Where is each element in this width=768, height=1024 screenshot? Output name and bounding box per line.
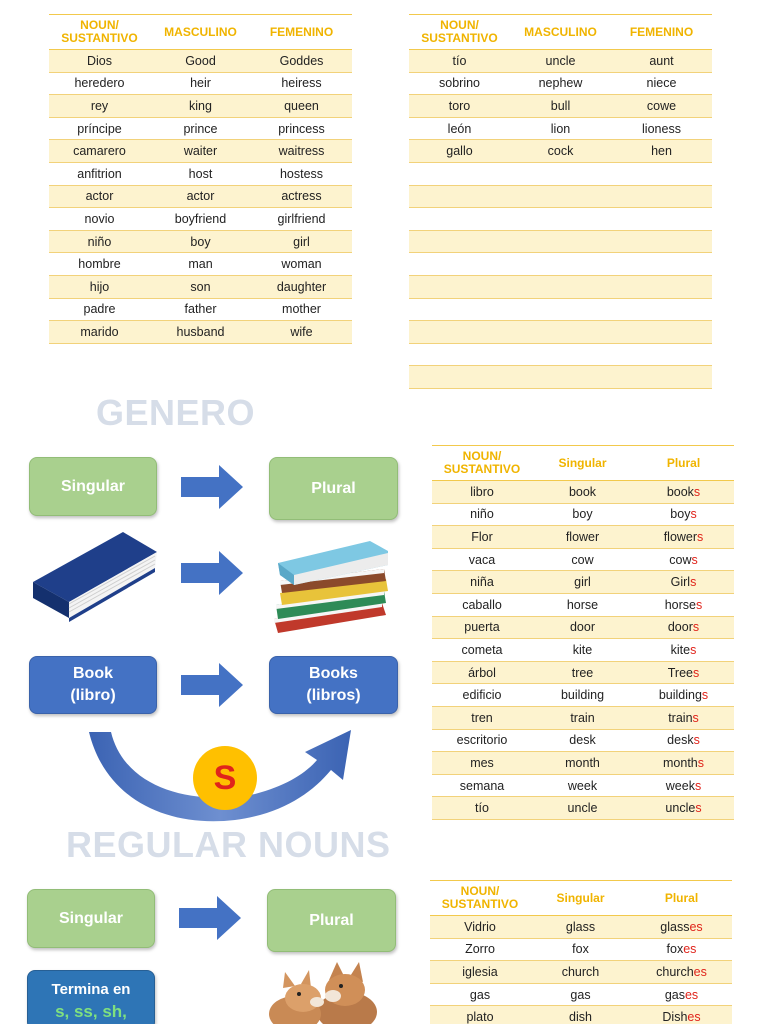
foxes-icon: [255, 962, 390, 1024]
gender-table-1-body: [49, 50, 352, 344]
table-cell: [409, 162, 510, 185]
table-row: [430, 938, 732, 961]
table-cell: [510, 185, 611, 208]
table-cell: nephew: [510, 72, 611, 95]
table-row: [432, 616, 734, 639]
plural-suffix: s: [694, 778, 702, 793]
table-cell: boy: [532, 503, 633, 526]
table-cell: niece: [611, 72, 712, 95]
arrow-right-icon: [181, 551, 243, 595]
table-cell: [611, 208, 712, 231]
arrow-right-icon: [179, 896, 241, 940]
table-cell: train: [532, 706, 633, 729]
table-cell: [510, 162, 611, 185]
table-row: [49, 208, 352, 231]
plural-base: desk: [667, 733, 694, 748]
table-row: [432, 729, 734, 752]
plural-suffix: s: [697, 529, 704, 544]
table-cell: man: [150, 253, 251, 276]
table-row: [409, 140, 712, 163]
plural-suffix: es: [684, 987, 699, 1002]
table-cell: horse: [532, 593, 633, 616]
plural-cell: [633, 571, 734, 594]
table-cell: príncipe: [49, 117, 150, 140]
plural-cell: [633, 481, 734, 504]
column-header: NOUN/ SUSTANTIVO: [432, 446, 532, 481]
gender-table-2-body: [409, 50, 712, 389]
table-cell: tren: [432, 706, 532, 729]
table-cell: [611, 343, 712, 366]
plural-base: kite: [670, 642, 691, 657]
table-cell: church: [530, 961, 631, 984]
table-cell: daughter: [251, 275, 352, 298]
plural-base: Girl: [670, 575, 691, 590]
plural-box-es: Plural: [267, 889, 396, 952]
table-cell: niño: [49, 230, 150, 253]
table-cell: [611, 321, 712, 344]
table-row: [409, 185, 712, 208]
s-letter: S: [213, 759, 237, 797]
plural-suffix: s: [690, 642, 697, 657]
table-cell: hen: [611, 140, 712, 163]
plural-suffix: s: [693, 484, 701, 499]
table-cell: hombre: [49, 253, 150, 276]
regular-nouns-table-body: [432, 481, 734, 820]
table-cell: door: [532, 616, 633, 639]
table-row: [409, 162, 712, 185]
table-cell: heredero: [49, 72, 150, 95]
plural-base: cow: [669, 552, 692, 567]
table-cell: anfitrion: [49, 162, 150, 185]
table-cell: novio: [49, 208, 150, 231]
plural-suffix: es: [689, 919, 703, 934]
table-cell: hijo: [49, 275, 150, 298]
table-cell: [409, 275, 510, 298]
column-header: MASCULINO: [150, 15, 251, 50]
column-header: NOUN/ SUSTANTIVO: [430, 881, 530, 916]
table-row: [49, 275, 352, 298]
table-cell: [611, 298, 712, 321]
plural-cell: [633, 797, 734, 820]
table-row: [432, 752, 734, 775]
table-row: [49, 50, 352, 73]
table-cell: [510, 366, 611, 389]
termina-en-box: [27, 970, 155, 1024]
table-cell: [510, 208, 611, 231]
plural-suffix: s: [695, 801, 702, 816]
table-cell: árbol: [432, 661, 532, 684]
table-cell: bull: [510, 95, 611, 118]
plural-box: Plural: [269, 457, 398, 520]
table-cell: marido: [49, 321, 150, 344]
table-cell: [510, 298, 611, 321]
plural-cell: [633, 548, 734, 571]
plural-cell: [633, 774, 734, 797]
table-row: [432, 481, 734, 504]
plural-suffix: s: [691, 552, 698, 567]
table-cell: girlfriend: [251, 208, 352, 231]
table-row: [432, 503, 734, 526]
column-header: NOUN/ SUSTANTIVO: [409, 15, 510, 50]
plural-base: flower: [663, 529, 698, 544]
plural-cell: [633, 661, 734, 684]
plural-suffix: s: [696, 597, 703, 612]
column-header: FEMENINO: [251, 15, 352, 50]
table-row: [409, 275, 712, 298]
table-cell: mother: [251, 298, 352, 321]
table-cell: tree: [532, 661, 633, 684]
table-cell: gas: [430, 983, 530, 1006]
table-cell: uncle: [532, 797, 633, 820]
gender-table-2: [409, 14, 712, 389]
table-cell: waiter: [150, 140, 251, 163]
plural-suffix: es: [687, 1010, 701, 1024]
table-row: [49, 298, 352, 321]
table-cell: rey: [49, 95, 150, 118]
plural-cell: [633, 616, 734, 639]
table-cell: [611, 230, 712, 253]
book-box: Book (libro): [29, 656, 157, 714]
table-cell: cometa: [432, 639, 532, 662]
table-cell: niño: [432, 503, 532, 526]
table-cell: actress: [251, 185, 352, 208]
plural-base: book: [666, 484, 694, 499]
table-cell: [510, 275, 611, 298]
table-cell: fox: [530, 938, 631, 961]
table-cell: [611, 275, 712, 298]
table-row: [430, 916, 732, 939]
plural-cell: [633, 526, 734, 549]
plural-base: Dish: [662, 1010, 688, 1024]
table-cell: Flor: [432, 526, 532, 549]
table-cell: wife: [251, 321, 352, 344]
column-header: Plural: [633, 446, 734, 481]
table-cell: tío: [432, 797, 532, 820]
table-row: [409, 366, 712, 389]
column-header: Singular: [532, 446, 633, 481]
plural-cell: [631, 983, 732, 1006]
column-header: Singular: [530, 881, 631, 916]
arrow-right-icon: [181, 663, 243, 707]
column-header: MASCULINO: [510, 15, 611, 50]
plural-base: month: [663, 755, 698, 770]
table-cell: host: [150, 162, 251, 185]
table-cell: [510, 321, 611, 344]
table-cell: león: [409, 117, 510, 140]
table-cell: iglesia: [430, 961, 530, 984]
table-cell: prince: [150, 117, 251, 140]
table-cell: [409, 298, 510, 321]
table-cell: Dios: [49, 50, 150, 73]
table-row: [409, 50, 712, 73]
plural-suffix: s: [692, 710, 699, 725]
plural-suffix: s: [690, 507, 697, 522]
table-cell: uncle: [510, 50, 611, 73]
table-cell: king: [150, 95, 251, 118]
table-cell: [611, 185, 712, 208]
table-cell: princess: [251, 117, 352, 140]
table-cell: lion: [510, 117, 611, 140]
table-row: [432, 526, 734, 549]
table-cell: desk: [532, 729, 633, 752]
table-row: [49, 72, 352, 95]
table-row: [432, 548, 734, 571]
plural-base: glass: [660, 919, 690, 934]
table-cell: flower: [532, 526, 633, 549]
table-cell: cock: [510, 140, 611, 163]
table-cell: [510, 253, 611, 276]
plural-base: week: [665, 778, 695, 793]
table-cell: [409, 366, 510, 389]
table-cell: actor: [150, 185, 251, 208]
table-cell: [510, 230, 611, 253]
table-cell: week: [532, 774, 633, 797]
table-row: [430, 961, 732, 984]
table-cell: aunt: [611, 50, 712, 73]
table-cell: [409, 321, 510, 344]
plural-cell: [633, 593, 734, 616]
table-row: [49, 321, 352, 344]
table-cell: cowe: [611, 95, 712, 118]
table-row: [432, 593, 734, 616]
table-cell: puerta: [432, 616, 532, 639]
plural-cell: [631, 961, 732, 984]
table-cell: heiress: [251, 72, 352, 95]
plural-suffix: s: [701, 688, 709, 703]
plural-base: uncle: [665, 801, 696, 816]
table-cell: tío: [409, 50, 510, 73]
plural-cell: [633, 752, 734, 775]
table-cell: hostess: [251, 162, 352, 185]
plural-suffix: s: [692, 620, 700, 635]
table-cell: vaca: [432, 548, 532, 571]
plural-cell: [633, 639, 734, 662]
table-cell: [510, 343, 611, 366]
plural-cell: [631, 938, 732, 961]
table-cell: escritorio: [432, 729, 532, 752]
table-cell: boyfriend: [150, 208, 251, 231]
table-cell: [409, 343, 510, 366]
plural-cell: [633, 503, 734, 526]
column-header: NOUN/ SUSTANTIVO: [49, 15, 150, 50]
table-cell: [409, 208, 510, 231]
regular-nouns-table: [432, 445, 734, 820]
table-cell: plato: [430, 1006, 530, 1024]
plural-suffix: s: [693, 733, 700, 748]
table-cell: Zorro: [430, 938, 530, 961]
table-cell: girl: [532, 571, 633, 594]
table-cell: [611, 162, 712, 185]
table-row: [409, 72, 712, 95]
table-row: [432, 797, 734, 820]
table-row: [432, 706, 734, 729]
table-row: [432, 639, 734, 662]
table-cell: son: [150, 275, 251, 298]
plural-base: door: [667, 620, 693, 635]
table-cell: waitress: [251, 140, 352, 163]
table-row: [49, 253, 352, 276]
table-cell: [611, 253, 712, 276]
table-cell: libro: [432, 481, 532, 504]
table-cell: father: [150, 298, 251, 321]
book-icon: [27, 530, 159, 622]
table-cell: lioness: [611, 117, 712, 140]
table-cell: gas: [530, 983, 631, 1006]
plural-suffix: es: [693, 964, 707, 979]
termina-en-endings: s, ss, sh,: [55, 1002, 127, 1021]
table-cell: niña: [432, 571, 532, 594]
table-row: [432, 684, 734, 707]
books-box: Books (libros): [269, 656, 398, 714]
table-cell: dish: [530, 1006, 631, 1024]
table-cell: sobrino: [409, 72, 510, 95]
table-row: [49, 140, 352, 163]
regular-nouns-heading: REGULAR NOUNS: [66, 824, 391, 865]
singular-box-es: Singular: [27, 889, 155, 948]
table-cell: gallo: [409, 140, 510, 163]
plural-base: gas: [664, 987, 685, 1002]
termina-en-label: Termina en: [51, 981, 131, 998]
gender-table-1: [49, 14, 352, 344]
plural-base: boy: [670, 507, 691, 522]
table-row: [409, 321, 712, 344]
table-cell: semana: [432, 774, 532, 797]
plural-base: building: [658, 688, 702, 703]
plural-base: church: [656, 964, 694, 979]
table-row: [432, 661, 734, 684]
table-cell: [409, 253, 510, 276]
table-cell: heir: [150, 72, 251, 95]
es-plural-table-body: [430, 916, 732, 1024]
table-cell: actor: [49, 185, 150, 208]
table-cell: woman: [251, 253, 352, 276]
plural-base: train: [668, 710, 693, 725]
table-cell: girl: [251, 230, 352, 253]
plural-cell: [633, 729, 734, 752]
column-header: FEMENINO: [611, 15, 712, 50]
table-row: [430, 1006, 732, 1024]
table-cell: Goddes: [251, 50, 352, 73]
table-row: [49, 95, 352, 118]
table-row: [409, 343, 712, 366]
plural-base: horse: [664, 597, 697, 612]
arrow-right-icon: [181, 465, 243, 509]
table-cell: husband: [150, 321, 251, 344]
singular-box: Singular: [29, 457, 157, 516]
es-plural-table: [430, 880, 732, 1024]
table-cell: Good: [150, 50, 251, 73]
table-cell: building: [532, 684, 633, 707]
table-cell: [611, 366, 712, 389]
column-header: Plural: [631, 881, 732, 916]
plural-cell: [631, 1006, 732, 1024]
plural-suffix: s: [690, 575, 697, 590]
table-row: [409, 95, 712, 118]
table-cell: edificio: [432, 684, 532, 707]
table-row: [430, 983, 732, 1006]
table-cell: padre: [49, 298, 150, 321]
table-cell: book: [532, 481, 633, 504]
table-row: [409, 208, 712, 231]
table-cell: [409, 185, 510, 208]
table-row: [432, 571, 734, 594]
table-cell: mes: [432, 752, 532, 775]
table-row: [49, 230, 352, 253]
table-cell: Vidrio: [430, 916, 530, 939]
plural-cell: [631, 916, 732, 939]
table-row: [409, 230, 712, 253]
table-row: [409, 253, 712, 276]
table-row: [409, 117, 712, 140]
plural-cell: [633, 706, 734, 729]
plural-suffix: es: [683, 942, 697, 957]
table-cell: kite: [532, 639, 633, 662]
table-cell: month: [532, 752, 633, 775]
table-cell: caballo: [432, 593, 532, 616]
books-stack-icon: [270, 535, 390, 641]
table-row: [49, 117, 352, 140]
table-row: [49, 185, 352, 208]
plural-cell: [633, 684, 734, 707]
table-row: [432, 774, 734, 797]
plural-suffix: s: [693, 665, 700, 680]
table-cell: cow: [532, 548, 633, 571]
table-cell: toro: [409, 95, 510, 118]
table-row: [49, 162, 352, 185]
table-cell: queen: [251, 95, 352, 118]
genero-heading: GENERO: [96, 392, 256, 433]
table-cell: [409, 230, 510, 253]
plural-base: Tree: [667, 665, 693, 680]
table-cell: camarero: [49, 140, 150, 163]
table-cell: boy: [150, 230, 251, 253]
table-row: [409, 298, 712, 321]
plural-suffix: s: [697, 755, 704, 770]
plural-base: fox: [666, 942, 684, 957]
table-cell: glass: [530, 916, 631, 939]
